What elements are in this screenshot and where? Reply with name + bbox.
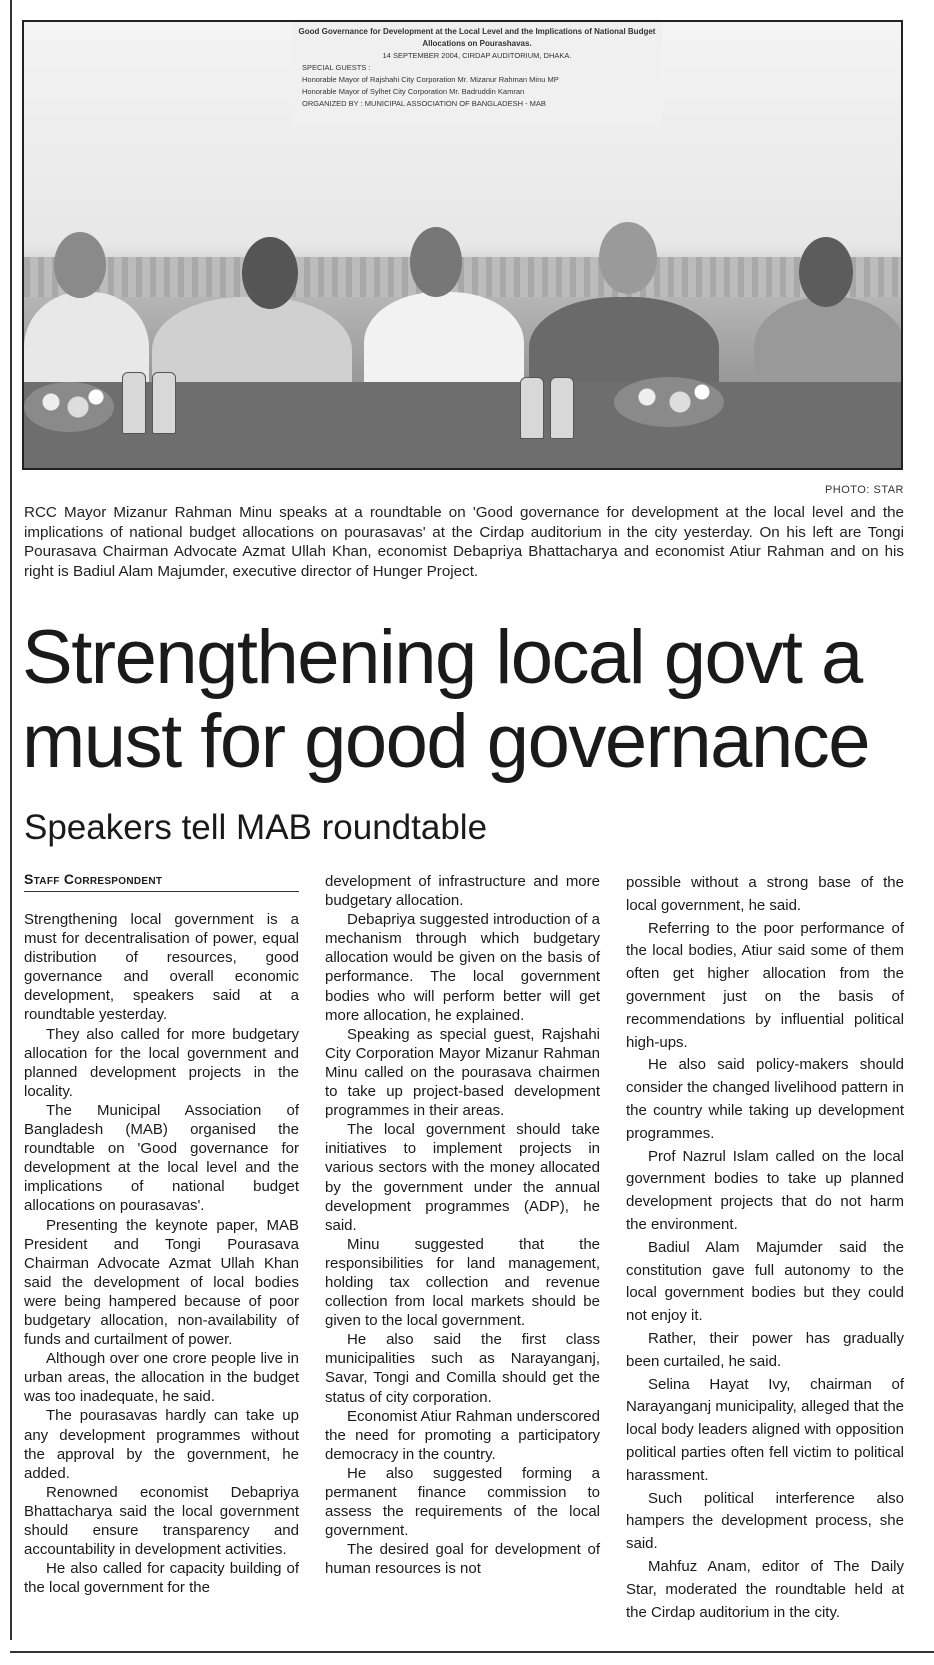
paragraph: The pourasavas hardly can take up any development programmes without the approval by the government, he added. [24,1407,299,1482]
banner-organizer: ORGANIZED BY : MUNICIPAL ASSOCIATION OF BANGLADESH - MAB [302,99,546,108]
event-banner [292,22,662,126]
paragraph: Although over one crore people live in urban areas, the allocation in the budget was too inadequate, he said. [24,1350,299,1406]
paragraph: Minu suggested that the responsibilities for land management, holding tax collection and revenue collection from local markets should be given to the local government. [325,1235,600,1330]
banner-guests-label: SPECIAL GUESTS : [302,63,371,72]
article-column-3 [626,872,904,1624]
paragraph: Prof Nazrul Islam called on the local government bodies to take up planned development projects that do not harm the environment. [626,1147,904,1233]
speaker-1-head [54,232,106,298]
paragraph: Presenting the keynote paper, MAB President and Tongi Pourasava Chairman Advocate Azmat Ullah Khan said the development of local bodies were being hampered because of poor budgetary allocation, non-availability of funds and curtailment of power. [24,1216,299,1349]
subheadline: Speakers tell MAB roundtable [24,808,488,847]
paragraph: Economist Atiur Rahman underscored the need for promoting a participatory democracy in the country. [325,1407,600,1463]
paragraph: He also said the first class municipalities such as Narayanganj, Savar, Tongi and Comilla should get the status of city corporation. [325,1331,600,1406]
roundtable-photo [22,20,903,470]
banner-title: Good Governance for Development at the Local Level and the Implications of National Budget Allocations on Pourashavas. [298,27,656,48]
water-bottle [550,377,574,439]
paragraph: Speaking as special guest, Rajshahi City Corporation Mayor Mizanur Rahman Minu called on the pourasava chairmen to take up project-based development programmes in their areas. [325,1025,600,1120]
paragraph: Referring to the poor performance of the local bodies, Atiur said some of them often get higher allocation from the government just on the basis of recommendations by influential political high-ups. [626,919,904,1051]
water-bottle [520,377,544,439]
paragraph: possible without a strong base of the local government, he said. [626,874,904,914]
paragraph: He also said policy-makers should consider the changed livelihood pattern in the country while taking up development programmes. [626,1056,904,1142]
speaker-3-head [410,227,462,297]
paragraph: development of infrastructure and more budgetary allocation. [325,873,600,910]
paragraph: Such political interference also hampers the development process, she said. [626,1489,904,1553]
paragraph: The local government should take initiatives to implement projects in various sectors with the money allocated by the government under the annual development programmes (ADP), he said. [325,1121,600,1234]
photo-credit: PHOTO: STAR [824,484,904,496]
flower-arrangement [614,377,724,427]
water-bottle [152,372,176,434]
paragraph: They also called for more budgetary allocation for the local government and planned development projects in the locality. [24,1025,299,1100]
paragraph: Debapriya suggested introduction of a mechanism through which budgetary allocation would be given on the basis of performance. The local government bodies who will perform better will get more allocation, he explained. [325,911,600,1024]
paragraph: Strengthening local government is a must for decentralisation of power, equal distribution of resources, good governance and overall economic development, speakers said at a roundtable yesterday. [24,911,299,1024]
paragraph: The Municipal Association of Bangladesh (MAB) organised the roundtable on 'Good governance for development at the local level and the implications of national budget allocations on pourasavas'. [24,1101,299,1215]
flower-arrangement [24,382,114,432]
bottom-rule [10,1651,934,1653]
banner-guest-2: Honorable Mayor of Sylhet City Corporation Mr. Badruddin Kamran [302,87,525,96]
paragraph: Renowned economist Debapriya Bhattacharya said the local government should ensure transparency and accountability in development activities. [24,1483,299,1559]
paragraph: Selina Hayat Ivy, chairman of Narayanganj municipality, alleged that the local body leaders aligned with opposition political parties often fell victim to political harassment. [626,1375,904,1484]
paragraph: He also suggested forming a permanent finance commission to assess the requirements of the local government. [325,1464,600,1540]
speaker-5-head [799,237,853,307]
banner-date: 14 SEPTEMBER 2004, CIRDAP AUDITORIUM, DHAKA. [382,51,572,60]
banner-guest-1: Honorable Mayor of Rajshahi City Corporation Mr. Mizanur Rahman Minu MP [302,75,559,84]
photo-caption: RCC Mayor Mizanur Rahman Minu speaks at a roundtable on 'Good governance for development at the local level and the implications of national budget allocations on pourasavas' at the Cirdap auditorium in the city yesterday. On his left are Tongi Pourasava Chairman Advocate Azmat Ullah Khan, economist Debapriya Bhattacharya and economist Atiur Rahman and on his right is Badiul Alam Majumder, executive director of Hunger Project. [24,504,904,580]
paragraph: The desired goal for development of human resources is not [325,1541,600,1578]
speaker-4-head [599,222,657,294]
left-column-rule [10,0,12,1640]
byline: Staff Correspondent [24,871,299,892]
paragraph: He also called for capacity building of the local government for the [24,1560,299,1597]
paragraph: Mahfuz Anam, editor of The Daily Star, moderated the roundtable held at the Cirdap auditorium in the city. [626,1557,904,1621]
article-column-2 [325,872,600,1578]
headline: Strengthening local govt a must for good governance [22,615,869,784]
speaker-2-head [242,237,298,309]
article-column-1 [24,910,299,1597]
paragraph: Rather, their power has gradually been curtailed, he said. [626,1329,904,1370]
water-bottle [122,372,146,434]
wall-panel [24,257,901,297]
paragraph: Badiul Alam Majumder said the constitution gave full autonomy to the local government bodies but they could not enjoy it. [626,1238,904,1325]
